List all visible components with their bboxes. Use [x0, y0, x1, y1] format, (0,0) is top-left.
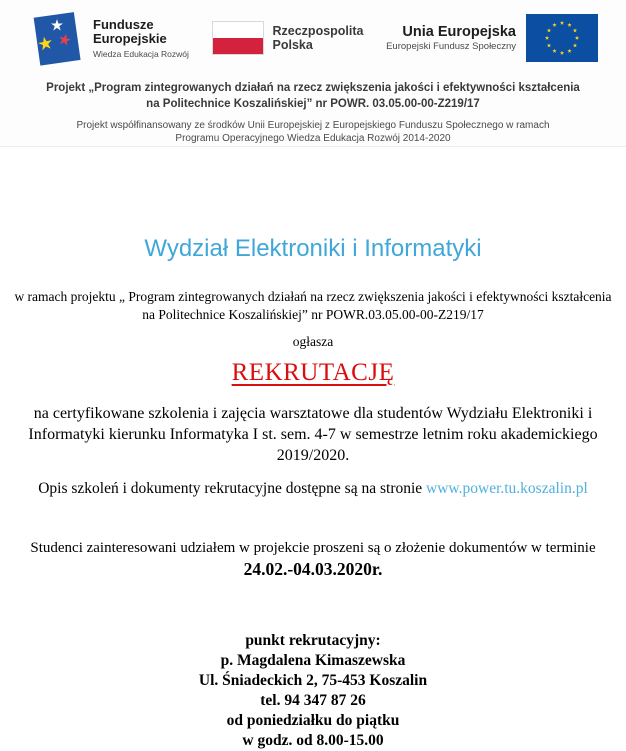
unia-subtitle: Europejski Fundusz Społeczny	[386, 40, 516, 52]
eu-flag-icon	[526, 14, 598, 62]
funding-header	[0, 0, 626, 147]
project-intro-line1: w ramach projektu „ Program zintegrowanych działań na rzecz zwiększenia jakości i efektywności kształcenia	[14, 289, 612, 304]
project-title-line1: Projekt „Program zintegrowanych działań na rzecz zwiększenia jakości i efektywności kształcenia	[46, 82, 580, 94]
unia-title: Unia Europejska	[402, 23, 516, 40]
fundusze-europejskie-flag-icon	[28, 9, 84, 67]
project-cofinance-line1: Projekt współfinansowany ze środków Unii Europejskiej z Europejskiego Funduszu Społecznego w ramach	[76, 120, 550, 131]
contact-address: Ul. Śniadeckich 2, 75-453 Koszalin	[198, 672, 428, 689]
project-intro	[0, 288, 626, 324]
fundusze-title-line1: Fundusze	[93, 16, 154, 32]
project-title-line2: na Politechnice Koszalińskiej” nr POWR. 03.05.00-00-Z219/17	[146, 98, 480, 110]
info-line	[0, 479, 626, 499]
logo-fundusze-europejskie	[28, 9, 189, 67]
contact-hours: w godz. od 8.00-15.00	[242, 732, 384, 749]
fundusze-title-line2: Europejskie	[93, 30, 167, 46]
contact-person: p. Magdalena Kimaszewska	[220, 652, 406, 669]
project-cofinance-line2: Programu Operacyjnego Wiedza Edukacja Rozwój 2014-2020	[175, 133, 451, 144]
contact-heading: punkt rekrutacyjny:	[245, 632, 381, 649]
faculty-title: Wydział Elektroniki i Informatyki	[144, 235, 482, 262]
logo-unia-europejska	[386, 14, 598, 62]
project-intro-line2: na Politechnice Koszalińskiej” nr POWR.03.05.00-00-Z219/17	[142, 307, 484, 322]
fundusze-europejskie-text	[93, 18, 189, 59]
contact-block	[0, 631, 626, 751]
recruitment-title: REKRUTACJĘ	[231, 359, 395, 386]
project-statement	[0, 80, 626, 145]
recruitment-description	[0, 403, 626, 466]
contact-days: od poniedziałku do piątku	[226, 712, 400, 729]
description-line2: Informatyki kierunku Informatyka I st. sem. 4-7 w semestrze letnim roku akademickiego	[28, 426, 598, 443]
poster-content	[0, 235, 626, 751]
polska-text	[273, 24, 364, 52]
recruitment-website-link[interactable]: www.power.tu.koszalin.pl	[426, 480, 588, 497]
announces-text: ogłasza	[292, 334, 334, 349]
logo-rzeczpospolita-polska	[212, 21, 364, 55]
unia-europejska-text	[386, 25, 516, 52]
project-cofinance	[0, 119, 626, 145]
recruitment-title-wrap	[0, 351, 626, 388]
contact-phone: tel. 94 347 87 26	[260, 692, 366, 709]
polska-title-line2: Polska	[272, 38, 313, 52]
deadline-date: 24.02.-04.03.2020r.	[243, 559, 383, 579]
deadline-text: Studenci zainteresowani udziałem w projekcie proszeni są o złożenie dokumentów w terminie	[30, 540, 596, 556]
info-text: Opis szkoleń i dokumenty rekrutacyjne dostępne są na stronie	[38, 480, 423, 497]
poland-flag-icon	[212, 21, 264, 55]
polska-title-line1: Rzeczpospolita	[272, 24, 364, 38]
description-line1: na certyfikowane szkolenia i zajęcia warsztatowe dla studentów Wydziału Elektroniki i	[33, 405, 593, 422]
fundusze-subtitle: Wiedza Edukacja Rozwój	[93, 48, 189, 59]
deadline-block	[0, 539, 626, 581]
logos-row	[0, 8, 626, 68]
description-line3: 2019/2020.	[276, 447, 350, 464]
